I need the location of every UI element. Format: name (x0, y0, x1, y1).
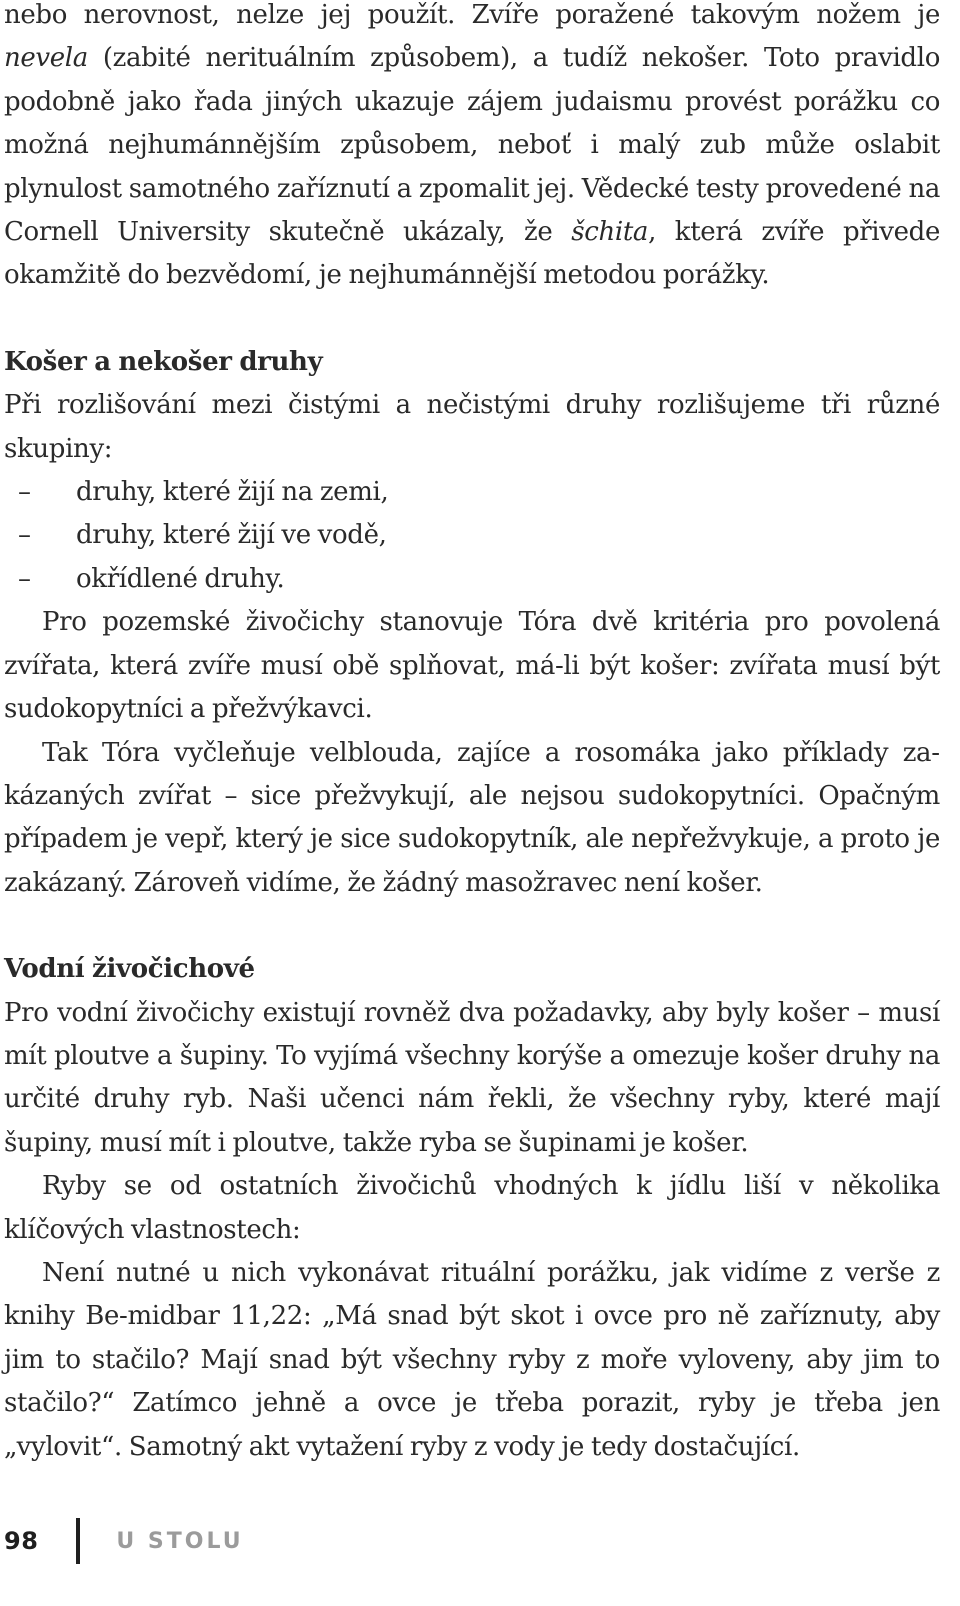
term-nevela: nevela (4, 43, 88, 74)
text-column (4, 0, 940, 1469)
paragraph-text: nebo nerovnost, nelze jej použít. Zvíře poražené takovým nožem je (4, 0, 940, 30)
list-item: – okřídlené druhy. (4, 558, 940, 601)
paragraph-no-ritual-slaughter: Není nutné u nich vykonávat rituální porážku, jak vidíme z verše z knihy Be-midbar 11,22: „Má snad být skot i ovce pro ně zaříznuty, aby jim to stačilo? Mají snad být všechny ryby z moře vyloveny, aby jim to stačilo?“ Zatímco jehně a ovce je třeba porazit, ryby je třeba jen „vylovit“. Samotný akt vytažení ryby z vody je tedy dostačující. (4, 1257, 940, 1462)
paragraph-groups-intro: Při rozlišování mezi čistými a nečistými druhy rozlišujeme tři různé skupiny: (4, 390, 940, 464)
paragraph-land-animals: Pro pozemské živočichy stanovuje Tóra dvě kritéria pro povolená zvířata, která zvíře musí obě splňovat, má-li být košer: zvířata musí být sudokopytníci a přežvýkavci. (4, 607, 940, 725)
section-heading-water-animals: Vodní živočichové (4, 954, 255, 985)
running-title: U STOLU (116, 1528, 244, 1554)
section-heading-kosher-species: Košer a nekošer druhy (4, 346, 323, 377)
paragraph-text: (zabité nerituálním způsobem), a tudíž nekošer. Toto pravidlo podobně jako řada jiných ukazuje zájem judaismu provést porážku co možná nejhumánnějším způsobem, neboť i malý zub může oslabit plynulost samotného zaříznutí a zpomalit jej. Vědecké testy provedené na Cornell University skutečně ukázaly, že (4, 43, 940, 248)
list-item: – druhy, které žijí na zemi, (4, 471, 940, 514)
species-groups-list (4, 471, 940, 601)
list-item: – druhy, které žijí ve vodě, (4, 514, 940, 557)
paragraph-fish-properties: Ryby se od ostatních živočichů vhodných k jídlu liší v několika klíčových vlastnostech: (4, 1171, 940, 1245)
page-number: 98 (4, 1527, 39, 1555)
section-gap (4, 905, 940, 948)
section-gap (4, 298, 940, 341)
paragraph-forbidden-examples: Tak Tóra vyčleňuje velblouda, zajíce a rosomáka jako příklady zakázaných zvířat – sice přežvykují, ale nejsou sudokopytníci. Opačným případem je vepř, který je sice sudokopytník, ale nepřežvykuje, a proto je zakázaný. Zároveň vidíme, že žádný masožravec není košer. (4, 737, 940, 898)
page-footer (4, 1518, 244, 1564)
footer-divider (76, 1518, 80, 1564)
paragraph-text: , která zvíře přivede okamžitě do bezvědomí, je nejhumánnější metodou porážky. (4, 217, 940, 291)
term-schita: šchita (571, 217, 649, 248)
paragraph-slaughter-knife (4, 0, 940, 298)
paragraph-fins-and-scales: Pro vodní živočichy existují rovněž dva požadavky, aby byly košer – musí mít ploutve a šupiny. To vyjímá všechny korýše a omezuje košer druhy na určité druhy ryb. Naši učenci nám řekli, že všechny ryby, které mají šupiny, musí mít i ploutve, takže ryba se šupinami je košer. (4, 997, 940, 1158)
